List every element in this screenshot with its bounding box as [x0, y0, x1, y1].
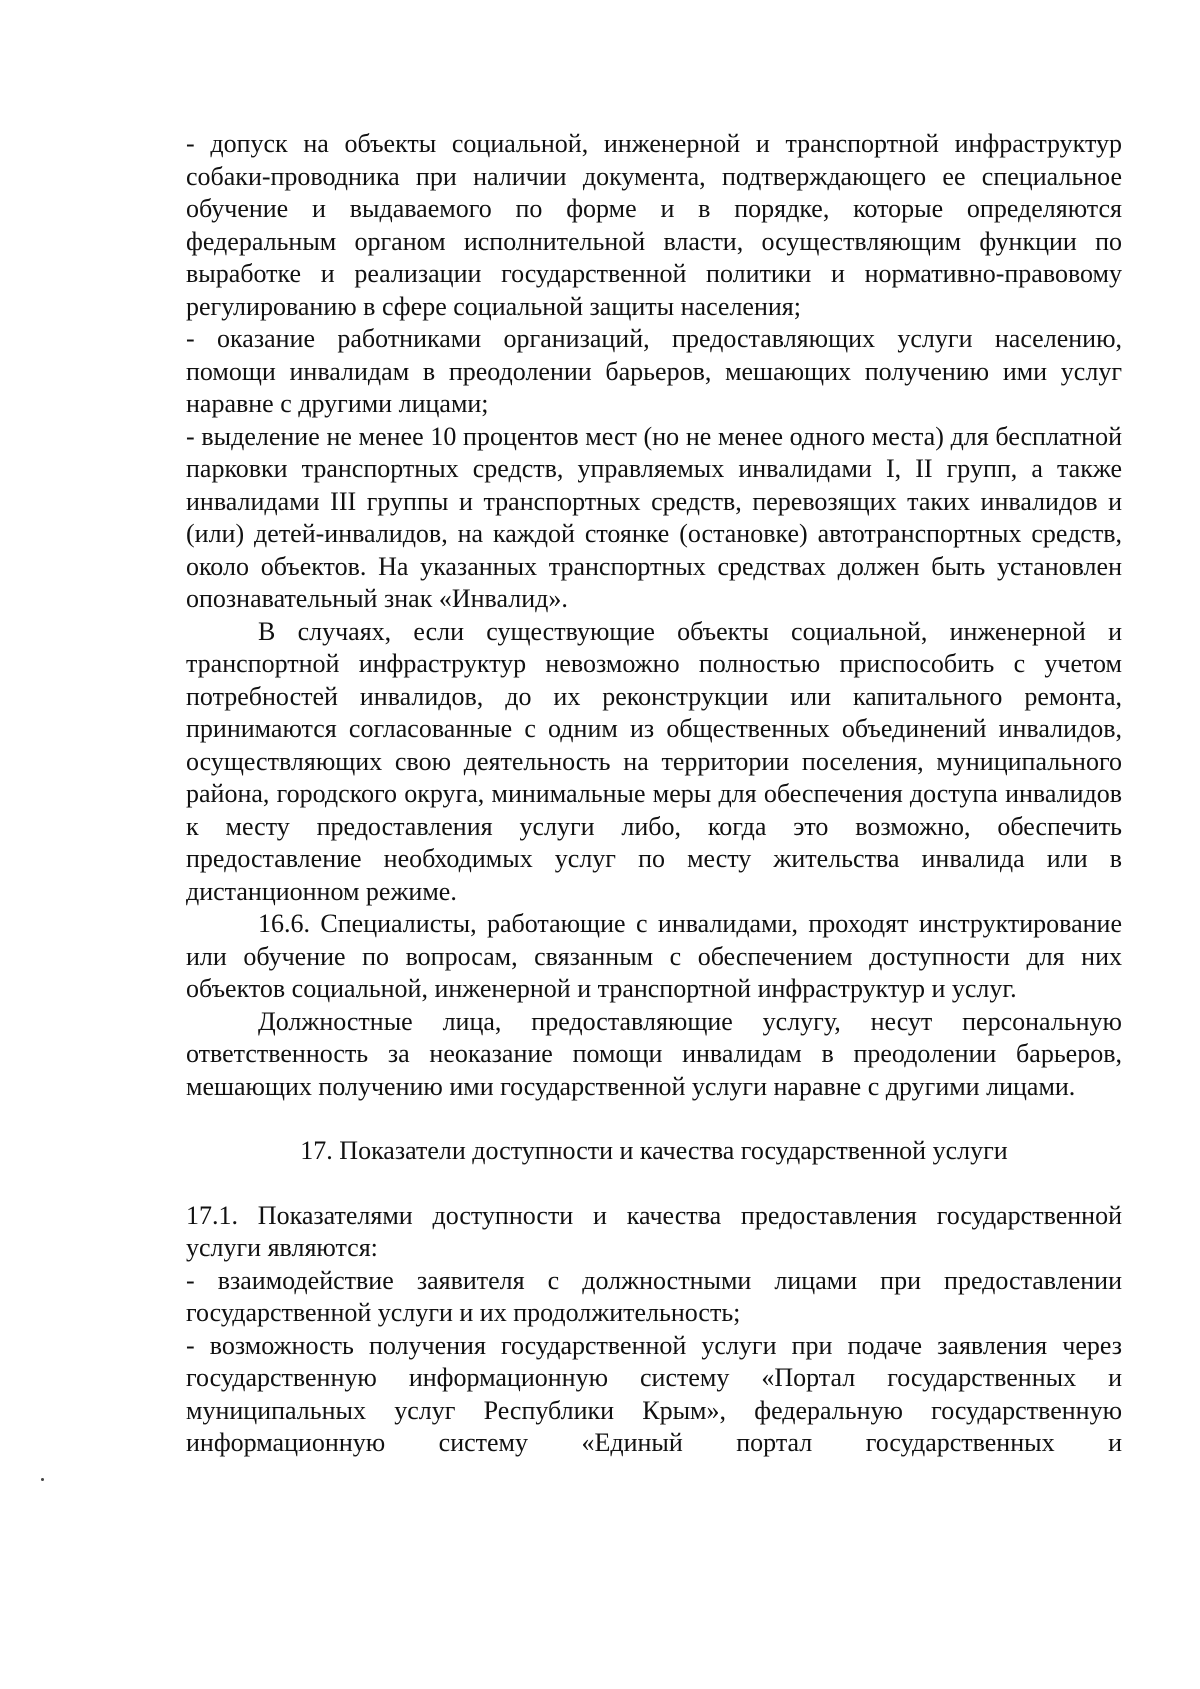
paragraph-17-1-indicators: 17.1. Показателями доступности и качества предоставления государственной услуги являются:: [186, 1200, 1122, 1262]
paragraph-parking-allocation: - выделение не менее 10 процентов мест (но не менее одного места) для бесплатной парковки транспортных средств, управляемых инвалидами I, II групп, а также инвалидами III группы и транспортных средств, перевозящих таких инвалидов и (или) детей-инвалидов, на каждой стоянке (остановке) автотранспортных средств, около объектов. На указанных транспортных средствах должен быть установлен опознавательный знак «Инвалид».: [186, 421, 1122, 613]
paragraph-infrastructure-cases: В случаях, если существующие объекты социальной, инженерной и транспортной инфраструктур невозможно полностью приспособить с учетом потребностей инвалидов, до их реконструкции или капитального ремонта, принимаются согласованные с одним из общественных объединений инвалидов, осуществляющих свою деятельность на территории поселения, муниципального района, городского округа, минимальные меры для обеспечения доступа инвалидов к месту предоставления услуги либо, когда это возможно, обеспечить предоставление необходимых услуг по месту жительства инвалида или в дистанционном режиме.: [186, 616, 1122, 906]
section-heading-17: 17. Показатели доступности и качества государственной услуги: [300, 1136, 1008, 1165]
scan-dot-mark: [41, 1478, 44, 1481]
paragraph-applicant-interaction: - взаимодействие заявителя с должностными лицами при предоставлении государственной услуги и их продолжительность;: [186, 1265, 1122, 1327]
document-body: [186, 128, 1122, 1460]
paragraph-officials-responsibility: Должностные лица, предоставляющие услугу, несут персональную ответственность за неоказание помощи инвалидам в преодолении барьеров, мешающих получению ими государственной услуги наравне с другими лицами.: [186, 1006, 1122, 1101]
paragraph-16-6-specialists: 16.6. Специалисты, работающие с инвалидами, проходят инструктирование или обучение по вопросам, связанным с обеспечением доступности для них объектов социальной, инженерной и транспортной инфраструктур и услуг.: [186, 909, 1122, 1003]
paragraph-portal-access: - возможность получения государственной услуги при подаче заявления через государственную информационную систему «Портал государственных и муниципальных услуг Республики Крым», федеральную государственную информационную систему «Единый портал государственных и: [186, 1330, 1122, 1457]
paragraph-guide-dog-access: - допуск на объекты социальной, инженерной и транспортной инфраструктур собаки-проводника при наличии документа, подтверждающего ее специальное обучение и выдаваемого по форме и в порядке, которые определяются федеральным органом исполнительной власти, осуществляющим функции по выработке и реализации государственной политики и нормативно-правовому регулированию в сфере социальной защиты населения;: [186, 129, 1122, 321]
paragraph-staff-assistance: - оказание работниками организаций, предоставляющих услуги населению, помощи инвалидам в преодолении барьеров, мешающих получению ими услуг наравне с другими лицами;: [186, 324, 1122, 418]
